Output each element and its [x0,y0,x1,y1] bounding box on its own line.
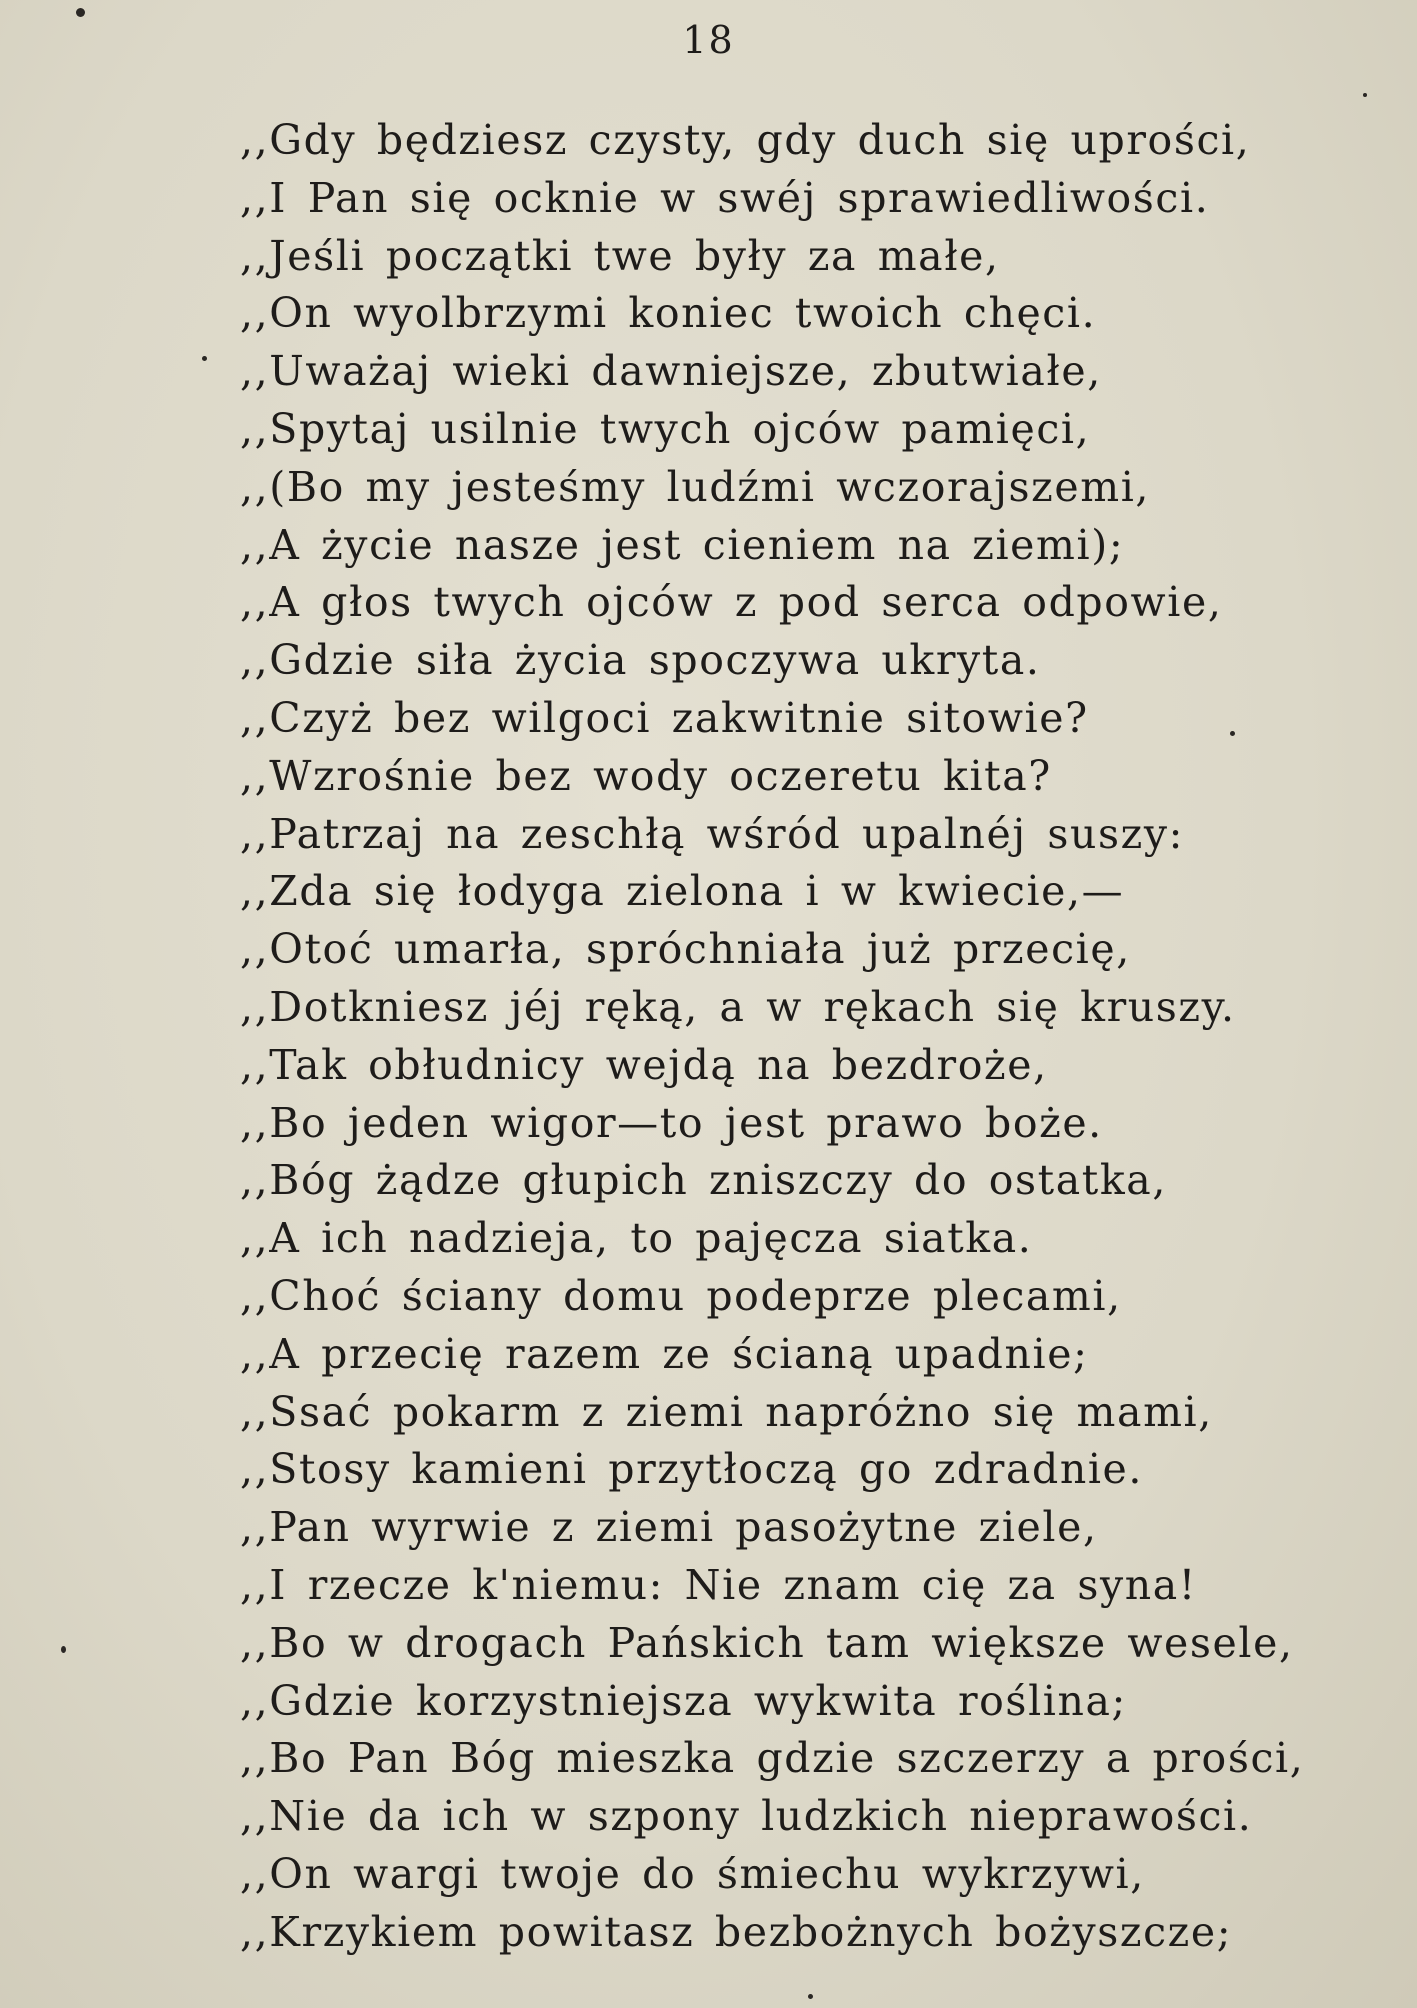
poem-line: ,,A przecię razem ze ścianą upadnie; [240,1329,1089,1378]
poem-line: ,,On wyolbrzymi koniec twoich chęci. [240,289,1097,338]
poem-text [240,112,1390,1962]
poem-line: ,,Bóg żądze głupich zniszczy do ostatka, [240,1156,1167,1205]
poem-line: ,,Czyż bez wilgoci zakwitnie sitowie? [240,693,1089,742]
ink-speck [1363,93,1367,97]
poem-line: ,,Bo jeden wigor—to jest prawo boże. [240,1098,1103,1147]
poem-line: ,,Dotkniesz jéj ręką, a w rękach się kruszy. [240,982,1236,1031]
poem-line: ,,Wzrośnie bez wody oczeretu kita? [240,751,1052,800]
poem-line: ,,Zda się łodyga zielona i w kwiecie,— [240,867,1125,916]
poem-line: ,,A głos twych ojców z pod serca odpowie, [240,578,1223,627]
poem-line: ,,I Pan się ocknie w swéj sprawiedliwości. [240,173,1210,222]
poem-line: ,,Uważaj wieki dawniejsze, zbutwiałe, [240,347,1102,396]
ink-speck [202,356,207,361]
poem-line: ,,Nie da ich w szpony ludzkich nieprawości. [240,1792,1253,1841]
ink-speck [61,1646,66,1653]
poem-line: ,,Ssać pokarm z ziemi napróżno się mami, [240,1387,1213,1436]
poem-line: ,,I rzecze k'niemu: Nie znam cię za syna! [240,1560,1197,1609]
poem-line: ,,Choć ściany domu podeprze plecami, [240,1271,1122,1320]
poem-line: ,,Krzykiem powitasz bezbożnych bożyszcze; [240,1907,1233,1956]
poem-line: ,,A ich nadzieja, to pajęcza siatka. [240,1214,1033,1263]
poem-line: ,,Otoć umarła, spróchniała już przecię, [240,925,1131,974]
poem-line: ,,Gdzie korzystniejsza wykwita roślina; [240,1676,1127,1725]
poem-line: ,,Gdzie siła życia spoczywa ukryta. [240,636,1041,685]
poem-line: ,,Tak obłudnicy wejdą na bezdroże, [240,1040,1048,1089]
poem-line: ,,Stosy kamieni przytłoczą go zdradnie. [240,1445,1144,1494]
page-number: 18 [682,18,735,62]
poem-line: ,,Spytaj usilnie twych ojców pamięci, [240,404,1091,453]
poem-line: ,,(Bo my jesteśmy ludźmi wczorajszemi, [240,462,1151,511]
poem-line: ,,On wargi twoje do śmiechu wykrzywi, [240,1849,1145,1898]
poem-line: ,,Bo w drogach Pańskich tam większe wesele, [240,1618,1294,1667]
poem-line: ,,Gdy będziesz czysty, gdy duch się uprości, [240,116,1251,164]
poem-line: ,,Bo Pan Bóg mieszka gdzie szczerzy a prości, [240,1734,1305,1783]
poem-line: ,,Patrzaj na zeschłą wśród upalnéj suszy: [240,809,1185,858]
ink-speck [808,1994,813,1999]
poem-line: ,,Jeśli początki twe były za małe, [240,231,1000,280]
poem-line: ,,Pan wyrwie z ziemi pasożytne ziele, [240,1503,1098,1552]
poem-line: ,,A życie nasze jest cieniem na ziemi); [240,520,1125,569]
